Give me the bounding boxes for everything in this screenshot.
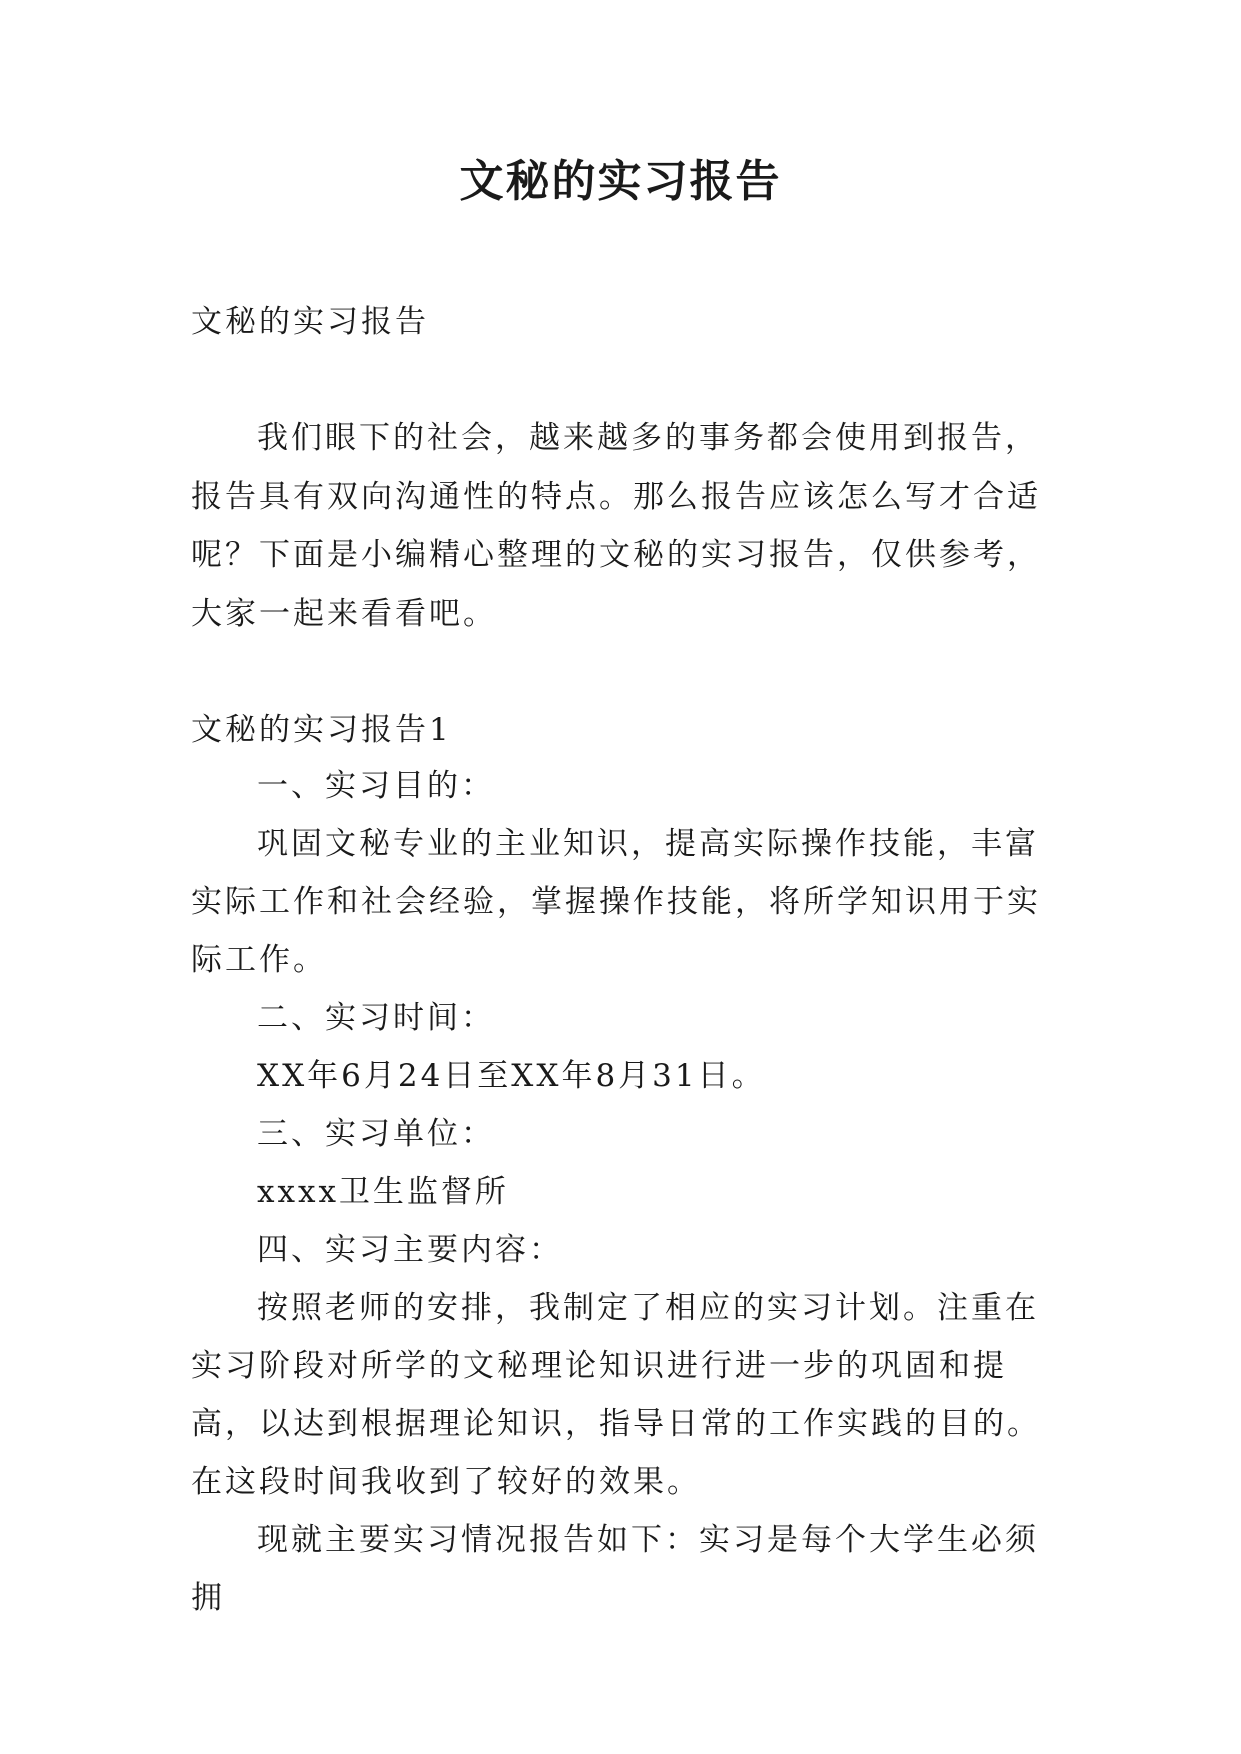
paragraph-unit: xxxx卫生监督所	[257, 1174, 509, 1210]
intro-paragraph: 我们眼下的社会，越来越多的事务都会使用到报告，报告具有双向沟通性的特点。那么报告应该怎么写才合适呢？下面是小编精心整理的文秘的实习报告，仅供参考，大家一起来看看吧。	[191, 420, 1041, 632]
heading-unit: 三、实习单位：	[257, 1116, 495, 1152]
paragraph-time: XX年6月24日至XX年8月31日。	[257, 1058, 766, 1094]
section-title: 文秘的实习报告1	[191, 712, 452, 748]
section-body	[191, 757, 1051, 1627]
paragraph-purpose: 巩固文秘专业的主业知识，提高实际操作技能，丰富实际工作和社会经验，掌握操作技能，将所学知识用于实际工作。	[191, 826, 1041, 978]
heading-purpose: 一、实习目的：	[257, 768, 495, 804]
document-title: 文秘的实习报告	[459, 156, 782, 207]
heading-content: 四、实习主要内容：	[257, 1232, 563, 1268]
heading-time: 二、实习时间：	[257, 1000, 495, 1036]
document-subtitle: 文秘的实习报告	[191, 304, 429, 340]
paragraph-report: 现就主要实习情况报告如下：实习是每个大学生必须拥	[191, 1522, 1039, 1616]
paragraph-content: 按照老师的安排，我制定了相应的实习计划。注重在实习阶段对所学的文秘理论知识进行进一步的巩固和提高，以达到根据理论知识，指导日常的工作实践的目的。在这段时间我收到了较好的效果。	[191, 1290, 1041, 1500]
